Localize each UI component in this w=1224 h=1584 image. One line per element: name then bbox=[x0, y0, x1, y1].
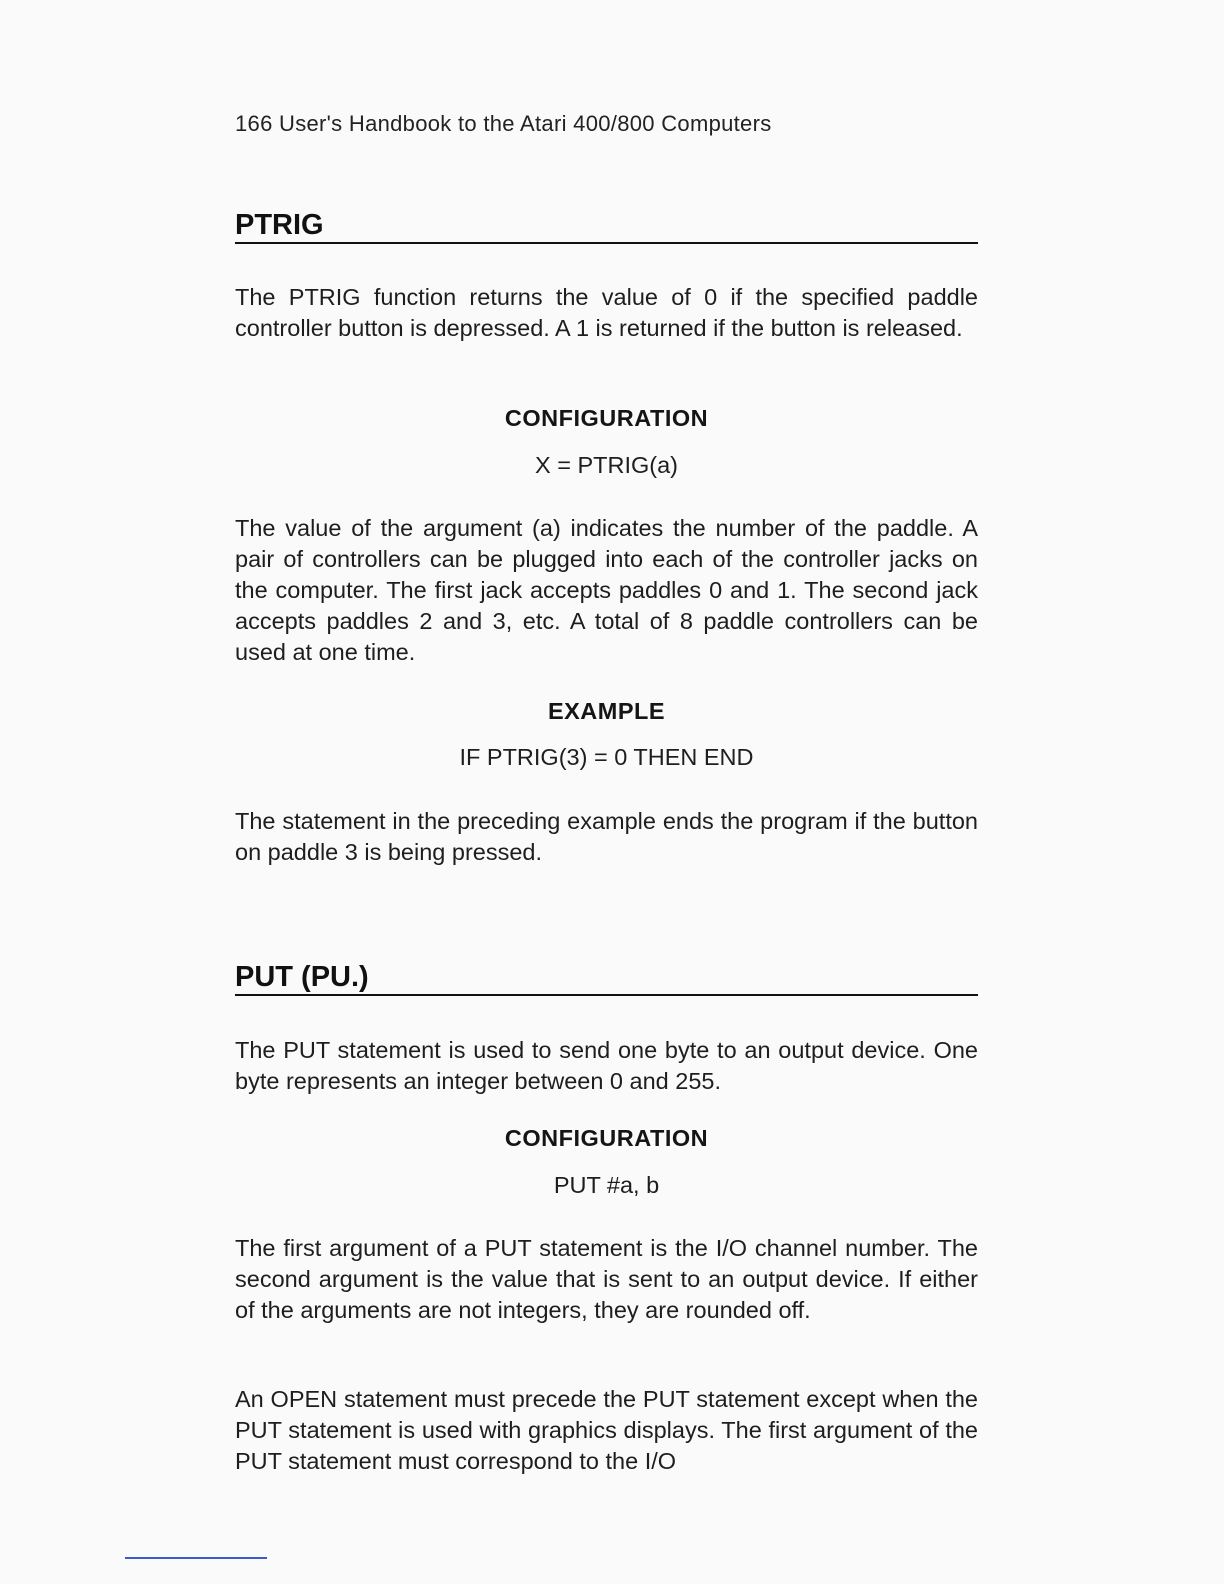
ptrig-config-code: X = PTRIG(a) bbox=[535, 452, 678, 478]
ptrig-config-heading: CONFIGURATION bbox=[504, 405, 709, 431]
scan-edge-mark bbox=[125, 1557, 267, 1559]
running-head: 166 User's Handbook to the Atari 400/800 Computers bbox=[235, 111, 772, 136]
put-description-2: An OPEN statement must precede the PUT statement except when the PUT statement is used with graphics displays. The first argument of the PUT statement must correspond to the I/O bbox=[235, 1386, 978, 1474]
put-description: The first argument of a PUT statement is the I/O channel number. The second argument is the value that is sent to an output device. If either of the arguments are not integers, they are rounded off. bbox=[235, 1235, 978, 1323]
ptrig-description: The value of the argument (a) indicates the number of the paddle. A pair of controllers can be plugged into each of the controller jacks on the computer. The first jack accepts paddles 0 and 1. The second jack accepts paddles 2 and 3, etc. A total of 8 paddle controllers can be used at one time. bbox=[235, 515, 978, 665]
ptrig-intro: The PTRIG function returns the value of 0 if the specified paddle controller button is depressed. A 1 is returned if the button is released. bbox=[235, 284, 978, 341]
ptrig-example-code: IF PTRIG(3) = 0 THEN END bbox=[459, 744, 754, 770]
put-config-heading: CONFIGURATION bbox=[504, 1125, 709, 1151]
put-config-code: PUT #a, b bbox=[553, 1172, 660, 1198]
ptrig-example-note: The statement in the preceding example ends the program if the button on paddle 3 is being pressed. bbox=[235, 808, 978, 865]
section-title-put: PUT (PU.) bbox=[235, 962, 978, 996]
section-title-ptrig: PTRIG bbox=[235, 210, 978, 244]
put-intro: The PUT statement is used to send one byte to an output device. One byte represents an integer between 0 and 255. bbox=[235, 1037, 978, 1094]
ptrig-example-heading: EXAMPLE bbox=[547, 698, 666, 724]
